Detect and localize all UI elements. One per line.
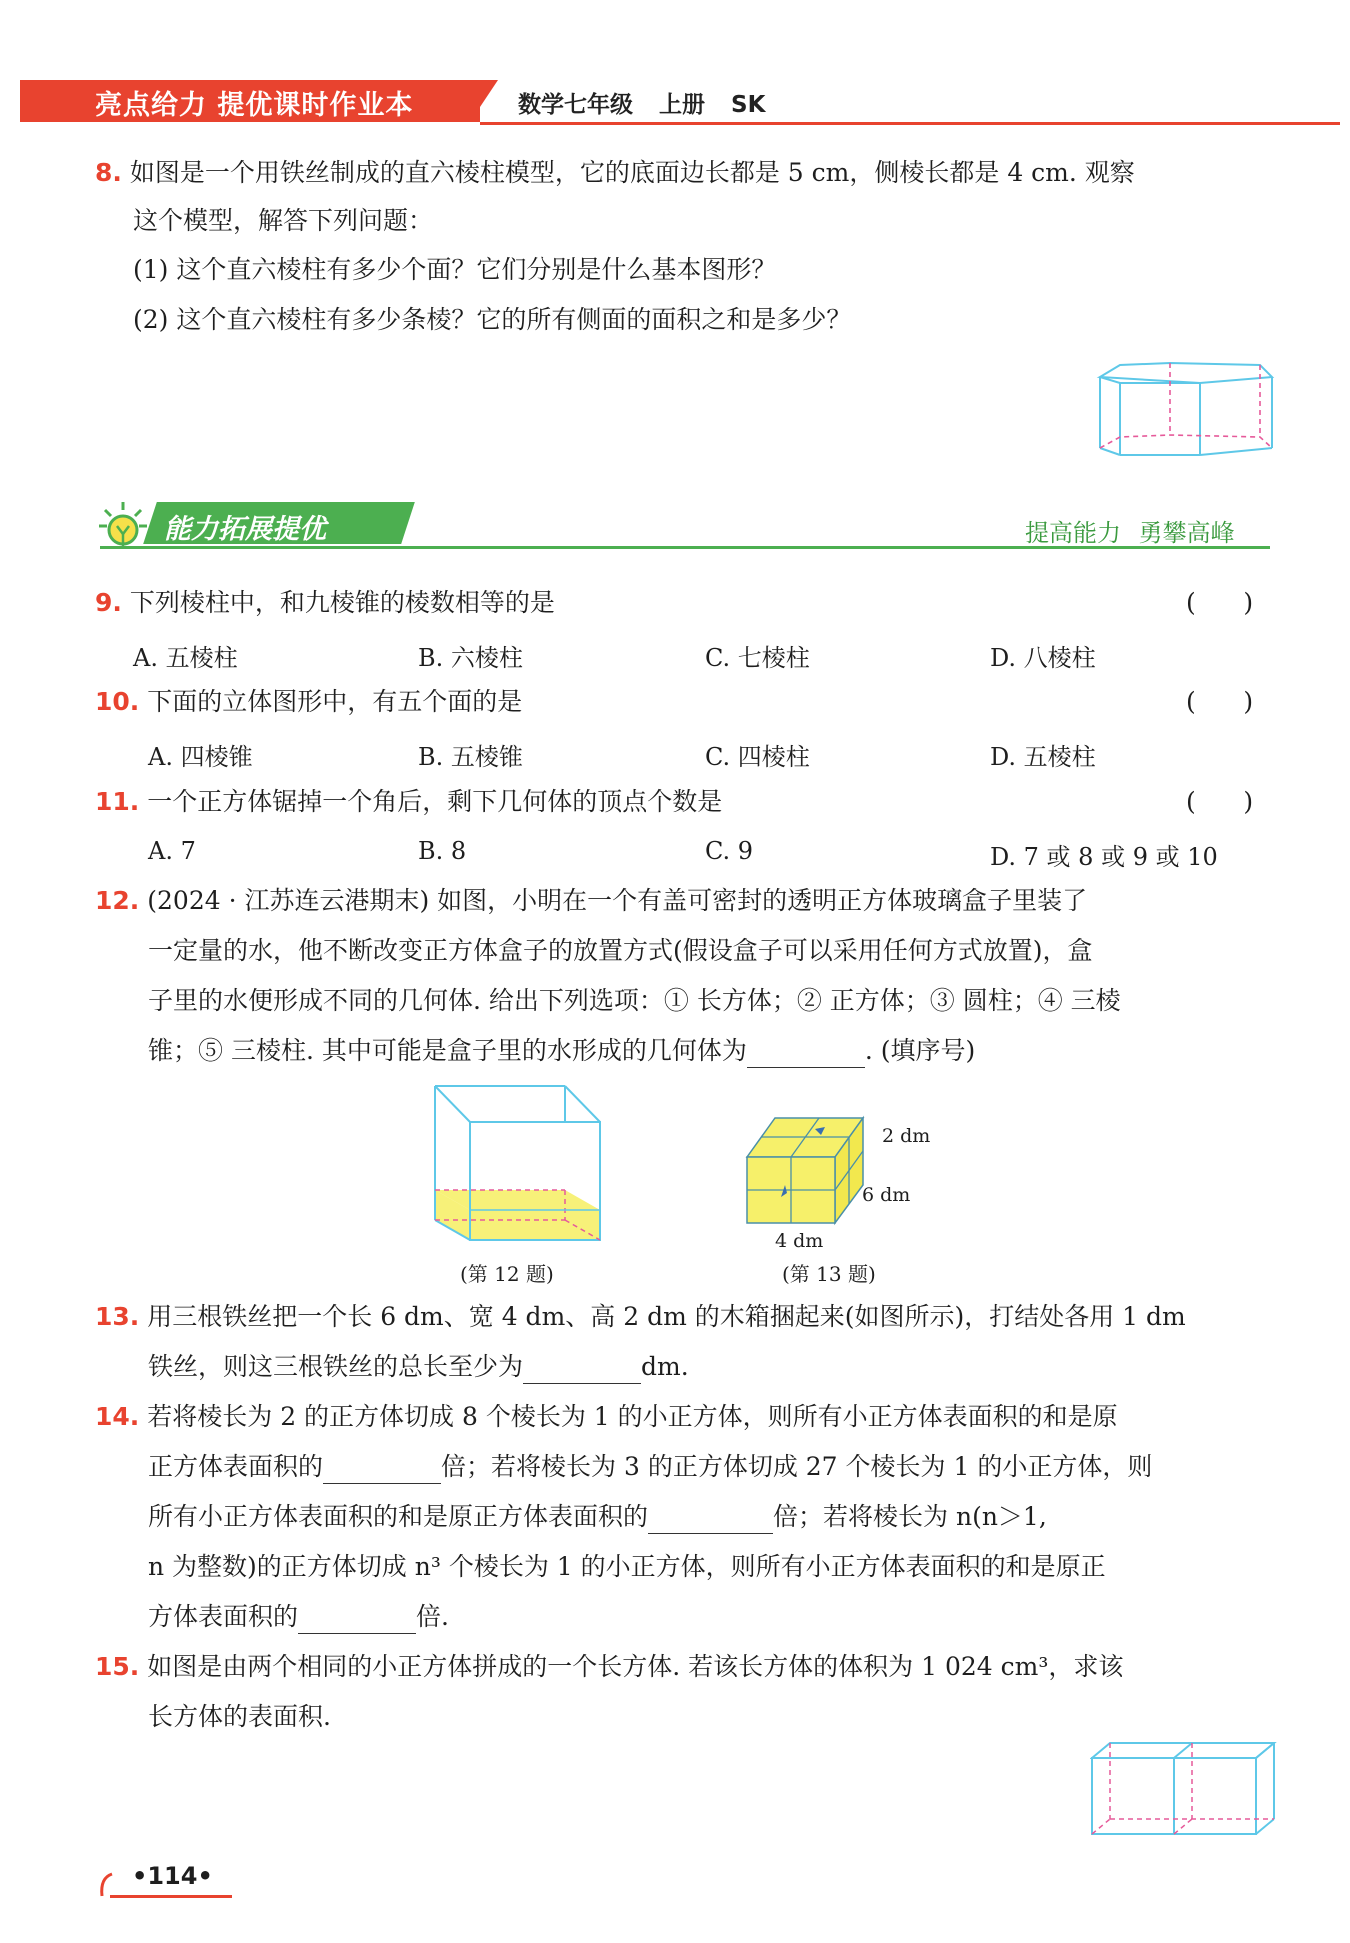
q9-answer-paren: ( ) [1186,588,1254,617]
header-band-tip [470,80,498,122]
q14-line4: n 为整数)的正方体切成 n³ 个棱长为 1 的小正方体，则所有小正方体表面积的和是原正 [148,1552,1106,1581]
q9-option-a: A. 五棱柱 [133,644,238,672]
fig12-caption: (第 12 题) [460,1262,554,1286]
q14-line5 [148,1600,449,1634]
page-number: •114• [132,1862,213,1890]
q14-text2: 正方体表面积的 [148,1452,324,1481]
q8-line1 [95,156,1135,190]
q14-answer-blank-1[interactable] [323,1457,441,1484]
q9-option-d: D. 八棱柱 [990,644,1096,672]
fig13-caption: (第 13 题) [782,1262,876,1286]
q10-option-a: A. 四棱锥 [148,743,253,771]
q12-text1: (2024 · 江苏连云港期末) 如图，小明在一个有盖可密封的透明正方体玻璃盒子里装了 [147,886,1088,915]
q14-text3-end: 倍；若将棱长为 n(n＞1, [773,1502,1047,1531]
q13-answer-blank[interactable] [523,1357,641,1384]
q11-text: 一个正方体锯掉一个角后，剩下几何体的顶点个数是 [147,787,723,816]
q13-text1: 用三根铁丝把一个长 6 dm、宽 4 dm、高 2 dm 的木箱捆起来(如图所示)，打结处各用 1 dm [147,1302,1186,1331]
fig13-label-depth: 4 dm [775,1230,824,1252]
q14-line3 [148,1500,1047,1534]
q13-line2 [148,1350,689,1384]
q10-text: 下面的立体图形中，有五个面的是 [147,687,523,716]
q14-answer-blank-3[interactable] [298,1607,416,1634]
q8-number: 8. [95,158,122,187]
q15-line1 [95,1650,1123,1684]
q12-text4: 锥；⑤ 三棱柱. 其中可能是盒子里的水形成的几何体为 [148,1036,747,1065]
q9-option-b: B. 六棱柱 [418,644,523,672]
section-motto: 提高能力 勇攀高峰 [1025,519,1235,547]
q14-number: 14. [95,1402,140,1431]
q10-answer-paren: ( ) [1186,687,1254,716]
q12-line2: 一定量的水，他不断改变正方体盒子的放置方式(假设盒子可以采用任何方式放置)，盒 [148,936,1093,965]
q14-text1: 若将棱长为 2 的正方体切成 8 个棱长为 1 的小正方体，则所有小正方体表面积的和是原 [147,1402,1118,1431]
q8-line4: (2) 这个直六棱柱有多少条棱？它的所有侧面的面积之和是多少？ [133,305,852,334]
q12-number: 12. [95,886,140,915]
q12-line4 [148,1034,975,1068]
q14-text2-end: 倍；若将棱长为 3 的正方体切成 27 个棱长为 1 的小正方体，则 [441,1452,1153,1481]
q10-stem [95,685,522,719]
q11-number: 11. [95,787,140,816]
q15-number: 15. [95,1652,140,1681]
two-cubes-figure [1090,1740,1280,1840]
q11-answer-paren: ( ) [1186,787,1254,816]
q10-option-b: B. 五棱锥 [418,743,523,771]
q9-stem [95,586,555,620]
q11-option-d: D. 7 或 8 或 9 或 10 [990,843,1218,871]
q13-text2-end: dm. [641,1352,689,1381]
q8-line2: 这个模型，解答下列问题： [133,206,434,235]
q11-stem [95,785,722,819]
q14-text5: 方体表面积的 [148,1602,299,1631]
q9-text: 下列棱柱中，和九棱锥的棱数相等的是 [129,588,555,617]
q12-text4-end: . (填序号) [864,1036,976,1065]
q13-number: 13. [95,1302,140,1331]
section-title: 能力拓展提优 [164,514,326,545]
q15-line2: 长方体的表面积. [148,1702,331,1731]
q10-number: 10. [95,687,140,716]
q15-text1: 如图是由两个相同的小正方体拼成的一个长方体. 若该长方体的体积为 1 024 cm³，求该 [147,1652,1124,1681]
hexagonal-prism-figure [1090,355,1280,460]
q9-option-c: C. 七棱柱 [705,644,810,672]
q10-option-c: C. 四棱柱 [705,743,810,771]
book-title: 数学七年级 上册 SK [518,92,766,118]
fig13-label-width: 6 dm [862,1184,911,1206]
q8-text1: 如图是一个用铁丝制成的直六棱柱模型，它的底面边长都是 5 cm，侧棱长都是 4 cm. 观察 [129,158,1135,187]
q14-answer-blank-2[interactable] [648,1507,773,1534]
q12-line3: 子里的水便形成不同的几何体. 给出下列选项：① 长方体；② 正方体；③ 圆柱；④ 三棱 [148,986,1121,1015]
q10-option-d: D. 五棱柱 [990,743,1096,771]
q12-line1 [95,884,1087,918]
q13-text2: 铁丝，则这三根铁丝的总长至少为 [148,1352,524,1381]
cube-water-figure [425,1080,605,1252]
q14-text3: 所有小正方体表面积的和是原正方体表面积的 [148,1502,649,1531]
q11-option-b: B. 8 [418,837,467,865]
fig13-label-height: 2 dm [882,1125,931,1147]
q12-answer-blank[interactable] [747,1041,865,1068]
box-wire-figure [745,1115,865,1235]
q13-line1 [95,1300,1186,1334]
q8-line3: (1) 这个直六棱柱有多少个面？它们分别是什么基本图形？ [133,255,777,284]
page-number-rule [110,1895,232,1898]
q14-line2 [148,1450,1152,1484]
series-title: 亮点给力 提优课时作业本 [95,90,414,121]
q11-option-a: A. 7 [148,837,196,865]
q14-line1 [95,1400,1118,1434]
header-rule [480,122,1340,125]
q11-option-c: C. 9 [705,837,754,865]
q14-text5-end: 倍. [416,1602,449,1631]
q9-number: 9. [95,588,122,617]
